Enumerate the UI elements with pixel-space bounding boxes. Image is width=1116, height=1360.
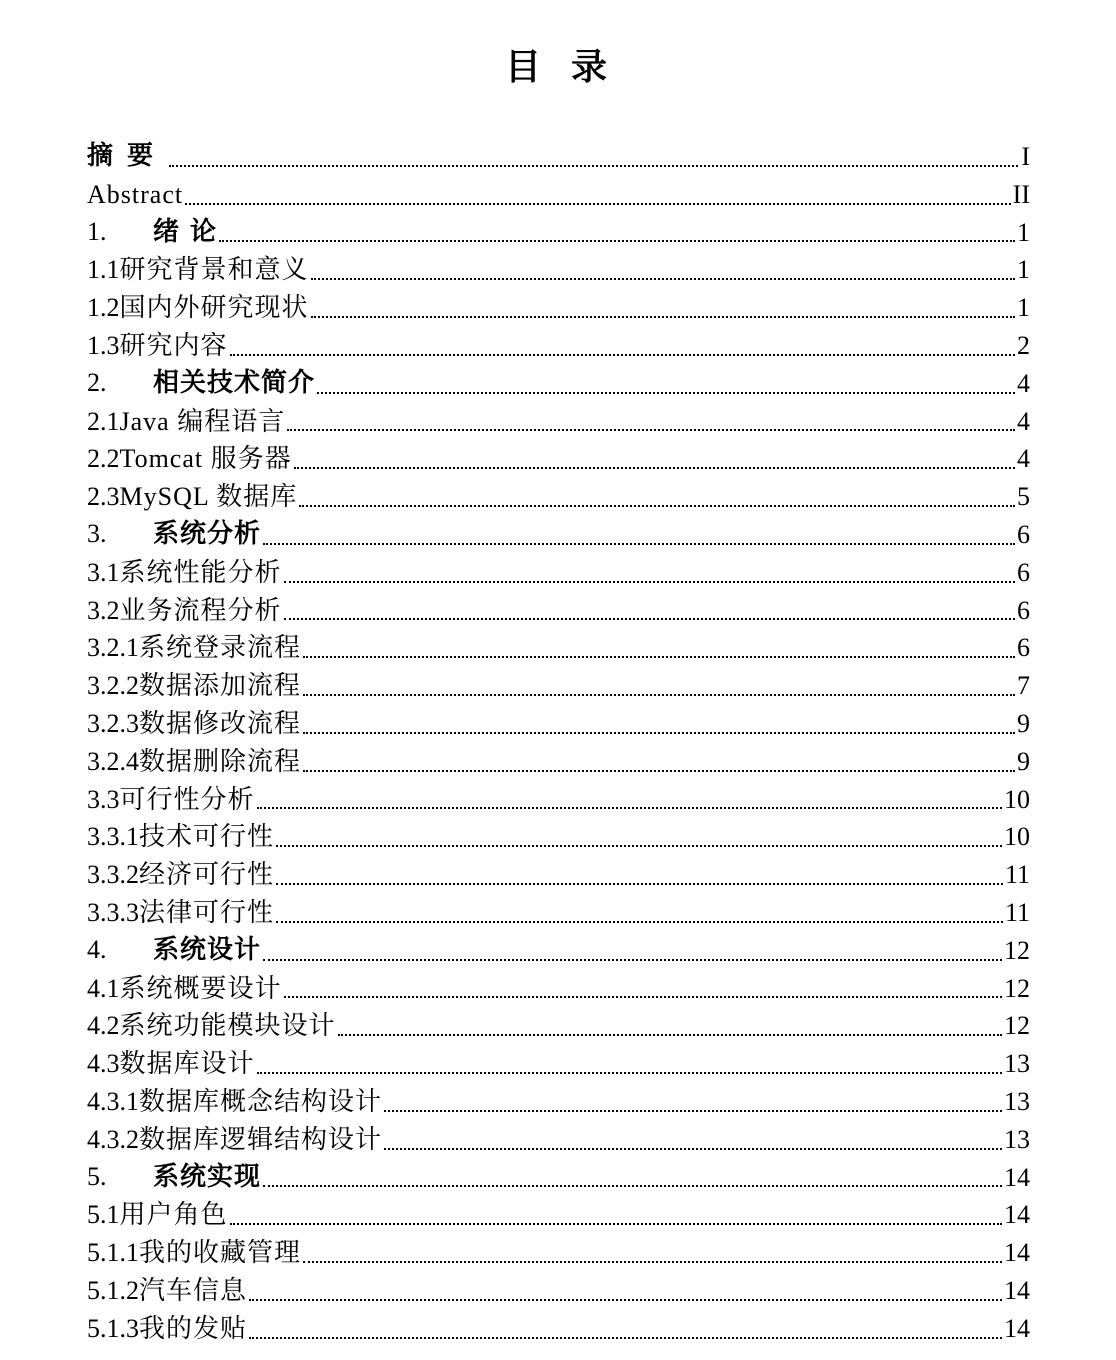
toc-entry-title: 国内外研究现状 [119, 293, 309, 323]
toc-entry-title: 数据添加流程 [139, 671, 302, 701]
toc-entry-title: 系统性能分析 [119, 557, 282, 587]
toc-entry-page-number: 11 [1004, 897, 1030, 927]
toc-entry-page-number: 6 [1017, 519, 1030, 549]
toc-entry-label [87, 1045, 255, 1083]
toc-entry-number: 3.1 [87, 557, 120, 587]
toc-dot-leader [303, 730, 1015, 734]
toc-entry-number: 3.2 [87, 595, 120, 625]
toc-entry-title: Java 编程语言 [119, 406, 286, 436]
toc-entry-page-number: 14 [1004, 1275, 1030, 1305]
toc-entry-page-number: I [1021, 142, 1030, 171]
toc-dot-leader [169, 163, 1018, 167]
toc-entry-page-number: 14 [1004, 1238, 1030, 1268]
toc-entry-label [87, 705, 301, 743]
toc-entry-label [87, 1083, 382, 1121]
toc-entry-label [87, 365, 315, 403]
toc-entry[interactable] [87, 1310, 1030, 1348]
toc-entry-title: 数据库逻辑结构设计 [139, 1124, 383, 1154]
toc-entry[interactable] [87, 214, 1030, 252]
toc-entry-label [87, 516, 261, 554]
toc-entry-label [87, 1121, 382, 1159]
toc-entry-page-number: 10 [1004, 784, 1030, 814]
toc-dot-leader [219, 238, 1015, 242]
toc-entry-page-number: 4 [1017, 406, 1030, 436]
toc-entry-number: 3.3.1 [87, 822, 139, 852]
toc-dot-leader [384, 1146, 1002, 1150]
toc-entry-page-number: 6 [1017, 633, 1030, 663]
toc-entry-page-number: 14 [1004, 1200, 1030, 1230]
toc-dot-leader [303, 654, 1015, 658]
toc-dot-leader [384, 1108, 1002, 1112]
toc-entry[interactable] [87, 403, 1030, 441]
toc-entry-number: 2.2 [87, 444, 120, 474]
toc-entry-number: 4.1 [87, 973, 120, 1003]
toc-entry-title: 用户角色 [119, 1200, 228, 1230]
toc-entry-title: Abstract [87, 179, 184, 209]
toc-entry-number: 4.3.1 [87, 1086, 139, 1116]
toc-entry-number: 3.3 [87, 784, 120, 814]
toc-entry-number: 3.2.4 [87, 746, 139, 776]
toc-dot-leader [294, 465, 1015, 469]
toc-entry-label [87, 440, 292, 478]
toc-dot-leader [249, 1335, 1002, 1339]
toc-entry-number: 3.2.2 [87, 671, 139, 701]
toc-entry-number: 4.2 [87, 1011, 120, 1041]
toc-entry-label [87, 894, 274, 932]
toc-entry-number: 3. [87, 518, 107, 548]
toc-entry-label [87, 1196, 228, 1234]
toc-list [87, 138, 1030, 1348]
toc-entry-page-number: 13 [1004, 1124, 1030, 1154]
toc-entry-label [87, 138, 167, 176]
toc-entry-title: 系统设计 [153, 934, 262, 965]
toc-entry-label [87, 818, 274, 856]
toc-dot-leader [230, 352, 1015, 356]
toc-entry-label [87, 1272, 247, 1310]
page-title [0, 40, 1116, 96]
toc-entry-number: 3.3.2 [87, 860, 139, 890]
toc-entry-label [87, 1007, 336, 1045]
toc-entry-title: 可行性分析 [119, 784, 255, 814]
toc-entry-title: 经济可行性 [139, 860, 275, 890]
toc-entry-title: 摘要 [87, 141, 168, 171]
toc-dot-leader [287, 427, 1015, 431]
toc-entry-number: 5.1.1 [87, 1238, 139, 1268]
toc-entry-number: 5.1.3 [87, 1313, 139, 1343]
page-title-char-2: 录 [571, 47, 612, 88]
toc-dot-leader [311, 314, 1015, 318]
toc-entry[interactable] [87, 440, 1030, 478]
toc-entry-page-number: 14 [1004, 1162, 1030, 1192]
toc-entry-title: 法律可行性 [139, 897, 275, 927]
toc-entry-label [87, 554, 282, 592]
toc-entry[interactable] [87, 478, 1030, 516]
toc-entry-number: 4.3.2 [87, 1124, 139, 1154]
toc-entry-title: 我的收藏管理 [139, 1238, 302, 1268]
toc-entry-page-number: 1 [1017, 293, 1030, 323]
toc-entry-label [87, 478, 297, 516]
toc-dot-leader [311, 276, 1015, 280]
toc-entry-page-number: 4 [1017, 444, 1030, 474]
toc-entry[interactable] [87, 1272, 1030, 1310]
toc-dot-leader [276, 881, 1003, 885]
toc-entry-title: 数据删除流程 [139, 746, 302, 776]
toc-entry-label [87, 743, 301, 781]
toc-dot-leader [257, 1070, 1002, 1074]
toc-entry[interactable] [87, 1121, 1030, 1159]
toc-entry-label [87, 856, 274, 894]
toc-entry[interactable] [87, 1234, 1030, 1272]
toc-entry[interactable] [87, 516, 1030, 554]
toc-entry[interactable] [87, 1007, 1030, 1045]
toc-entry-number: 1.2 [87, 293, 120, 323]
toc-entry-title: 研究内容 [119, 330, 228, 360]
toc-entry-label [87, 289, 309, 327]
toc-entry-label [87, 592, 282, 630]
toc-entry[interactable] [87, 667, 1030, 705]
toc-entry-label [87, 251, 309, 289]
toc-entry-page-number: 4 [1017, 368, 1030, 398]
toc-dot-leader [263, 957, 1002, 961]
toc-entry-title: 系统功能模块设计 [119, 1011, 336, 1041]
toc-entry-page-number: 10 [1004, 822, 1030, 852]
toc-entry-title: 系统概要设计 [119, 973, 282, 1003]
toc-entry-title: 研究背景和意义 [119, 255, 309, 285]
toc-entry-number: 1.1 [87, 255, 120, 285]
toc-dot-leader [303, 768, 1015, 772]
toc-entry[interactable] [87, 818, 1030, 856]
toc-entry-number: 4.3 [87, 1049, 120, 1079]
toc-entry-page-number: 12 [1004, 1011, 1030, 1041]
toc-entry-number: 1. [87, 216, 107, 246]
toc-entry[interactable] [87, 251, 1030, 289]
toc-entry-number: 3.2.3 [87, 708, 139, 738]
toc-entry-page-number: 2 [1017, 330, 1030, 360]
toc-entry[interactable] [87, 781, 1030, 819]
toc-dot-leader [185, 201, 1011, 205]
toc-entry[interactable] [87, 592, 1030, 630]
toc-entry[interactable] [87, 1045, 1030, 1083]
toc-entry-page-number: 11 [1004, 860, 1030, 890]
toc-entry[interactable] [87, 932, 1030, 970]
toc-entry-label [87, 629, 301, 667]
toc-entry-page-number: 1 [1017, 217, 1030, 247]
toc-dot-leader [276, 919, 1003, 923]
toc-dot-leader [249, 1297, 1002, 1301]
toc-entry[interactable] [87, 365, 1030, 403]
toc-dot-leader [257, 805, 1002, 809]
toc-entry[interactable] [87, 1159, 1030, 1197]
toc-entry-title: 业务流程分析 [119, 595, 282, 625]
toc-entry-page-number: 9 [1017, 746, 1030, 776]
toc-dot-leader [276, 843, 1002, 847]
toc-entry-title: 我的发贴 [139, 1313, 248, 1343]
toc-entry[interactable] [87, 894, 1030, 932]
toc-entry-label [87, 214, 217, 252]
toc-entry-number: 3.3.3 [87, 897, 139, 927]
toc-entry-title: 系统分析 [153, 518, 262, 549]
toc-entry-page-number: 7 [1017, 671, 1030, 701]
toc-entry-label [87, 667, 301, 705]
toc-entry-label [87, 1310, 247, 1348]
toc-entry-title: 技术可行性 [139, 822, 275, 852]
toc-dot-leader [338, 1032, 1002, 1036]
toc-entry-number: 3.2.1 [87, 633, 139, 663]
toc-dot-leader [303, 1259, 1002, 1263]
toc-entry-page-number: 13 [1004, 1086, 1030, 1116]
toc-entry[interactable] [87, 176, 1030, 214]
toc-dot-leader [284, 994, 1002, 998]
toc-entry-number: 2. [87, 367, 107, 397]
toc-entry[interactable] [87, 856, 1030, 894]
toc-entry[interactable] [87, 327, 1030, 365]
toc-entry-label [87, 1159, 261, 1197]
toc-dot-leader [263, 541, 1015, 545]
toc-entry-number: 1.3 [87, 330, 120, 360]
toc-entry-title: Tomcat 服务器 [119, 444, 292, 474]
toc-entry-label [87, 403, 285, 441]
toc-entry[interactable] [87, 1196, 1030, 1234]
toc-dot-leader [284, 616, 1015, 620]
toc-dot-leader [303, 692, 1015, 696]
toc-entry-page-number: 6 [1017, 595, 1030, 625]
toc-entry-title: 系统实现 [153, 1161, 262, 1192]
toc-entry-title: 数据修改流程 [139, 708, 302, 738]
toc-entry-title: 系统登录流程 [139, 633, 302, 663]
toc-entry-title: MySQL 数据库 [119, 482, 298, 512]
toc-entry-title: 数据库概念结构设计 [139, 1086, 383, 1116]
toc-entry-number: 5.1 [87, 1200, 120, 1230]
toc-entry-title: 绪 论 [153, 216, 218, 247]
toc-entry-title: 数据库设计 [119, 1049, 255, 1079]
toc-entry[interactable] [87, 1083, 1030, 1121]
toc-entry-label [87, 1234, 301, 1272]
toc-dot-leader [230, 1221, 1002, 1225]
toc-entry-page-number: 5 [1017, 482, 1030, 512]
toc-entry[interactable] [87, 289, 1030, 327]
toc-dot-leader [284, 579, 1015, 583]
toc-entry-page-number: II [1012, 179, 1030, 209]
toc-entry[interactable] [87, 138, 1030, 176]
toc-entry[interactable] [87, 629, 1030, 667]
toc-entry[interactable] [87, 554, 1030, 592]
toc-entry-title: 相关技术简介 [153, 367, 316, 398]
toc-entry-label [87, 327, 228, 365]
toc-entry-label [87, 176, 183, 214]
toc-entry-number: 2.1 [87, 406, 120, 436]
toc-entry-page-number: 13 [1004, 1049, 1030, 1079]
page-title-char-1: 目 [504, 47, 545, 88]
toc-entry-number: 2.3 [87, 482, 120, 512]
toc-entry-number: 5. [87, 1161, 107, 1191]
toc-entry-page-number: 14 [1004, 1313, 1030, 1343]
toc-entry[interactable] [87, 705, 1030, 743]
toc-entry-number: 4. [87, 934, 107, 964]
toc-entry-label [87, 932, 261, 970]
toc-entry-number: 5.1.2 [87, 1275, 139, 1305]
toc-entry[interactable] [87, 970, 1030, 1008]
toc-entry-page-number: 12 [1004, 973, 1030, 1003]
toc-dot-leader [317, 390, 1015, 394]
toc-entry-label [87, 970, 282, 1008]
toc-entry-label [87, 781, 255, 819]
toc-entry-title: 汽车信息 [139, 1275, 248, 1305]
toc-entry-page-number: 12 [1004, 935, 1030, 965]
toc-dot-leader [299, 503, 1015, 507]
toc-entry-page-number: 9 [1017, 708, 1030, 738]
toc-entry[interactable] [87, 743, 1030, 781]
toc-dot-leader [263, 1183, 1002, 1187]
toc-entry-page-number: 6 [1017, 557, 1030, 587]
toc-entry-page-number: 1 [1017, 255, 1030, 285]
